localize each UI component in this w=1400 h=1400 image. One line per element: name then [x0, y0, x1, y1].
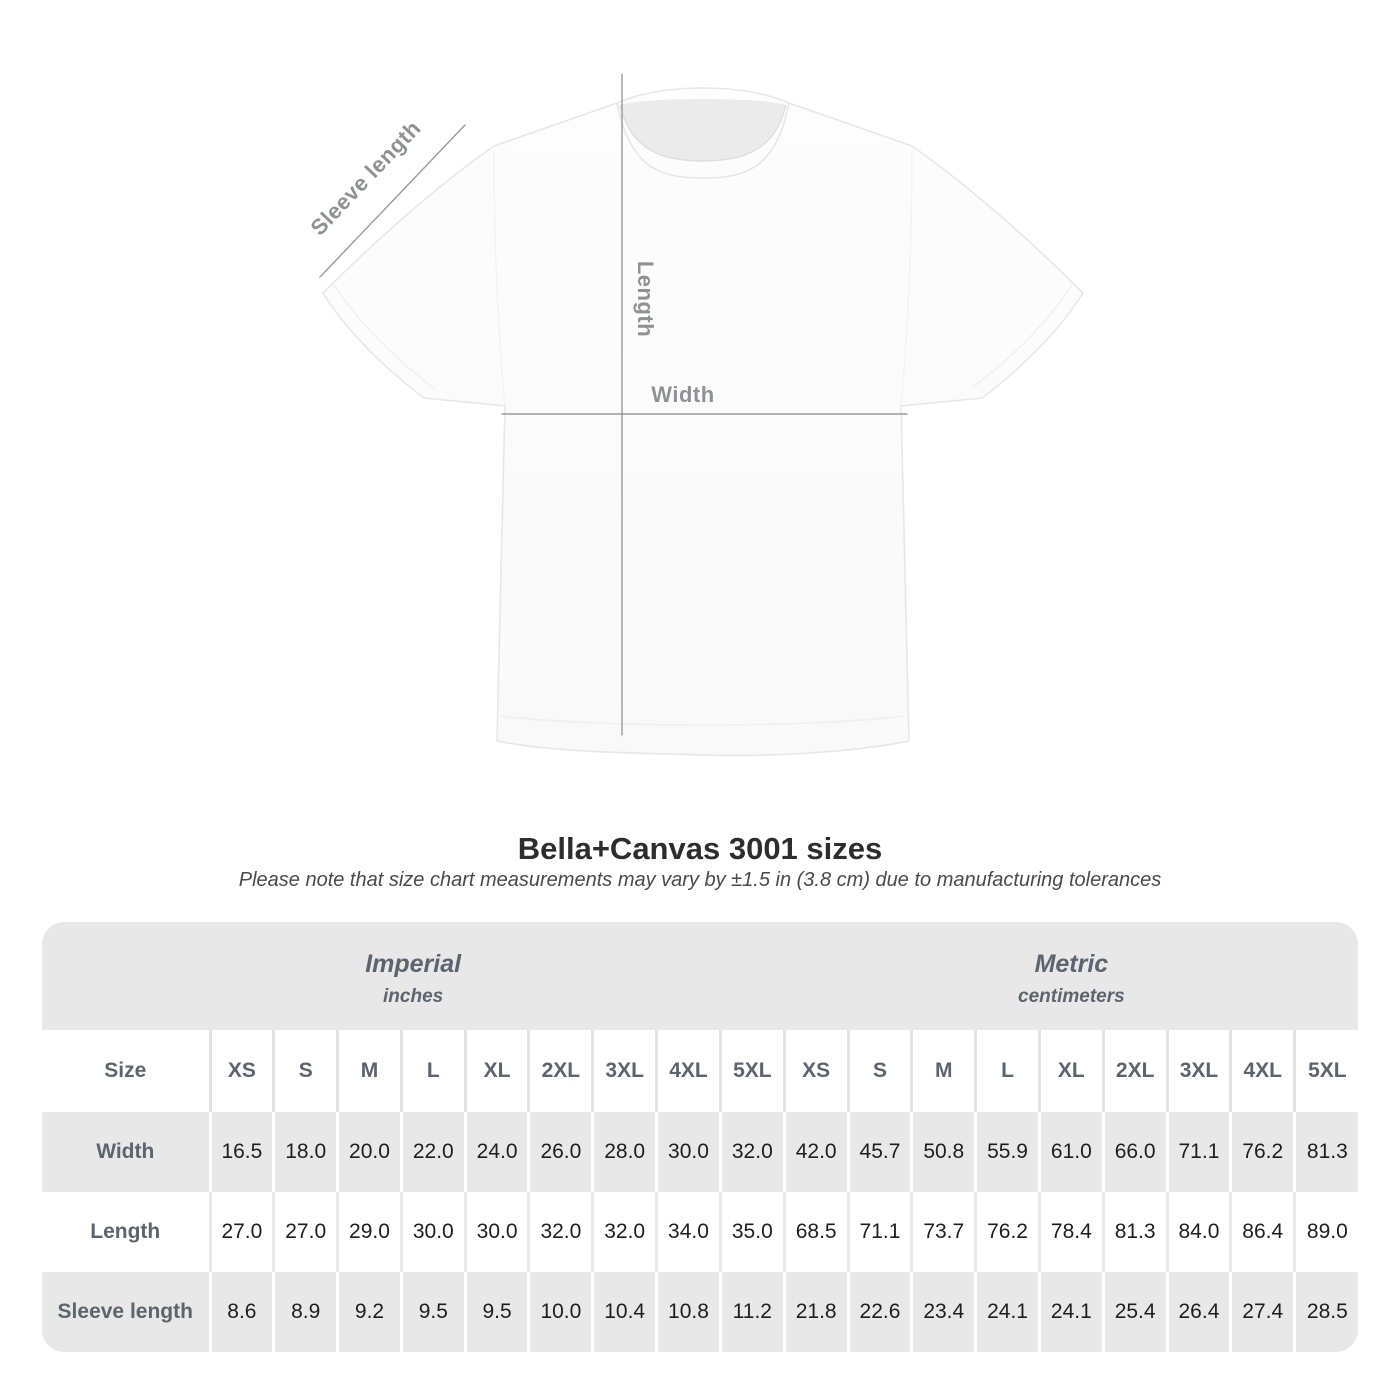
sleeve-imperial-4xl: 10.8 — [657, 1272, 721, 1352]
sleeve-imperial-3xl: 10.4 — [593, 1272, 657, 1352]
size-column-label: Size — [42, 1030, 210, 1112]
width-metric-5xl: 81.3 — [1295, 1112, 1358, 1192]
length-imperial-2xl: 32.0 — [529, 1192, 593, 1272]
length-metric-s: 71.1 — [848, 1192, 912, 1272]
metric-header-title: Metric — [1034, 950, 1109, 978]
length-metric-5xl: 89.0 — [1295, 1192, 1358, 1272]
sleeve-metric-4xl: 27.4 — [1231, 1272, 1295, 1352]
size-header-imperial-4xl: 4XL — [657, 1030, 721, 1112]
unit-system-header-row — [42, 922, 1358, 1030]
width-imperial-m: 20.0 — [338, 1112, 402, 1192]
sleeve-metric-l: 24.1 — [976, 1272, 1040, 1352]
table-row-length — [42, 1192, 1358, 1272]
row-label-width: Width — [42, 1112, 210, 1192]
sleeve-length-arrow-label: Sleeve length — [305, 115, 426, 241]
width-metric-xs: 42.0 — [784, 1112, 848, 1192]
sleeve-imperial-5xl: 11.2 — [720, 1272, 784, 1352]
size-header-imperial-l: L — [401, 1030, 465, 1112]
length-imperial-5xl: 35.0 — [720, 1192, 784, 1272]
length-imperial-l: 30.0 — [401, 1192, 465, 1272]
width-metric-3xl: 71.1 — [1167, 1112, 1231, 1192]
page-title: Bella+Canvas 3001 sizes — [517, 831, 883, 866]
size-header-imperial-2xl: 2XL — [529, 1030, 593, 1112]
sleeve-imperial-xs: 8.6 — [210, 1272, 274, 1352]
size-header-metric-l: L — [976, 1030, 1040, 1112]
length-metric-m: 73.7 — [912, 1192, 976, 1272]
size-header-metric-4xl: 4XL — [1231, 1030, 1295, 1112]
width-imperial-3xl: 28.0 — [593, 1112, 657, 1192]
imperial-header — [42, 922, 784, 1030]
length-metric-4xl: 86.4 — [1231, 1192, 1295, 1272]
width-imperial-2xl: 26.0 — [529, 1112, 593, 1192]
length-metric-2xl: 81.3 — [1103, 1192, 1167, 1272]
size-header-imperial-s: S — [274, 1030, 338, 1112]
sleeve-imperial-l: 9.5 — [401, 1272, 465, 1352]
size-header-imperial-xs: XS — [210, 1030, 274, 1112]
sleeve-metric-xl: 24.1 — [1039, 1272, 1103, 1352]
length-imperial-m: 29.0 — [338, 1192, 402, 1272]
row-label-sleeve-length: Sleeve length — [42, 1272, 210, 1352]
sleeve-imperial-xl: 9.5 — [465, 1272, 529, 1352]
imperial-header-unit: inches — [383, 986, 444, 1007]
length-imperial-s: 27.0 — [274, 1192, 338, 1272]
table-row-width — [42, 1112, 1358, 1192]
width-imperial-5xl: 32.0 — [720, 1112, 784, 1192]
width-imperial-s: 18.0 — [274, 1112, 338, 1192]
sleeve-imperial-s: 8.9 — [274, 1272, 338, 1352]
sleeve-metric-m: 23.4 — [912, 1272, 976, 1352]
sleeve-metric-2xl: 25.4 — [1103, 1272, 1167, 1352]
length-imperial-xl: 30.0 — [465, 1192, 529, 1272]
row-label-length: Length — [42, 1192, 210, 1272]
size-header-imperial-m: M — [338, 1030, 402, 1112]
sleeve-metric-5xl: 28.5 — [1295, 1272, 1358, 1352]
width-imperial-4xl: 30.0 — [657, 1112, 721, 1192]
width-metric-l: 55.9 — [976, 1112, 1040, 1192]
width-imperial-xs: 16.5 — [210, 1112, 274, 1192]
length-metric-l: 76.2 — [976, 1192, 1040, 1272]
size-header-row — [42, 1030, 1358, 1112]
imperial-header-title: Imperial — [365, 950, 462, 978]
tolerance-note: Please note that size chart measurements may vary by ±1.5 in (3.8 cm) due to manufacturing tolerances — [238, 869, 1162, 891]
length-arrow-label: Length — [633, 260, 658, 338]
width-metric-m: 50.8 — [912, 1112, 976, 1192]
width-imperial-l: 22.0 — [401, 1112, 465, 1192]
length-metric-xs: 68.5 — [784, 1192, 848, 1272]
width-arrow-label: Width — [651, 382, 715, 407]
size-header-metric-2xl: 2XL — [1103, 1030, 1167, 1112]
size-chart-table — [42, 922, 1358, 1352]
sleeve-metric-3xl: 26.4 — [1167, 1272, 1231, 1352]
table-row-sleeve-length — [42, 1272, 1358, 1352]
sleeve-metric-s: 22.6 — [848, 1272, 912, 1352]
sleeve-imperial-m: 9.2 — [338, 1272, 402, 1352]
size-header-metric-5xl: 5XL — [1295, 1030, 1358, 1112]
length-metric-xl: 78.4 — [1039, 1192, 1103, 1272]
size-header-metric-xs: XS — [784, 1030, 848, 1112]
length-imperial-3xl: 32.0 — [593, 1192, 657, 1272]
size-header-metric-m: M — [912, 1030, 976, 1112]
metric-header — [784, 922, 1358, 1030]
size-header-metric-3xl: 3XL — [1167, 1030, 1231, 1112]
size-header-metric-s: S — [848, 1030, 912, 1112]
metric-header-unit: centimeters — [1018, 986, 1125, 1007]
tshirt-shape — [323, 88, 1083, 755]
width-metric-s: 45.7 — [848, 1112, 912, 1192]
size-header-metric-xl: XL — [1039, 1030, 1103, 1112]
length-metric-3xl: 84.0 — [1167, 1192, 1231, 1272]
width-metric-4xl: 76.2 — [1231, 1112, 1295, 1192]
size-header-imperial-5xl: 5XL — [720, 1030, 784, 1112]
length-imperial-xs: 27.0 — [210, 1192, 274, 1272]
width-imperial-xl: 24.0 — [465, 1112, 529, 1192]
length-imperial-4xl: 34.0 — [657, 1192, 721, 1272]
size-header-imperial-xl: XL — [465, 1030, 529, 1112]
width-metric-xl: 61.0 — [1039, 1112, 1103, 1192]
size-header-imperial-3xl: 3XL — [593, 1030, 657, 1112]
sleeve-imperial-2xl: 10.0 — [529, 1272, 593, 1352]
width-metric-2xl: 66.0 — [1103, 1112, 1167, 1192]
sleeve-metric-xs: 21.8 — [784, 1272, 848, 1352]
